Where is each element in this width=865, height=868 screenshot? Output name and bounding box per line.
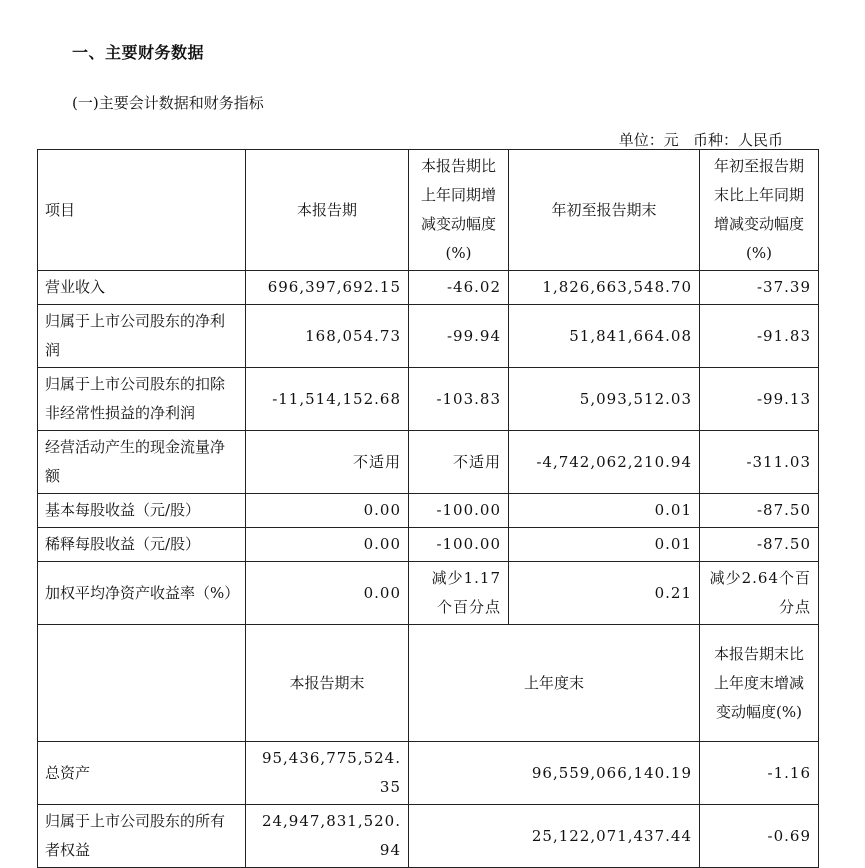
row-ytd: 0.01 bbox=[509, 528, 700, 562]
row-ytd: 0.01 bbox=[509, 494, 700, 528]
unit-line: 单位：元 币种：人民币 bbox=[618, 131, 783, 149]
table-row bbox=[38, 528, 819, 562]
row-current: 696,397,692.15 bbox=[246, 271, 409, 305]
row-ytd: 0.21 bbox=[509, 562, 700, 625]
section-title: 一、主要财务数据 bbox=[72, 43, 205, 62]
sub-title: (一)主要会计数据和财务指标 bbox=[72, 94, 264, 112]
header-ytd-yoy-change: 年初至报告期末比上年同期增减变动幅度(%) bbox=[700, 150, 819, 271]
table-row bbox=[38, 562, 819, 625]
row-change: -99.94 bbox=[409, 305, 509, 368]
row-ytd-change: -91.83 bbox=[700, 305, 819, 368]
row-change: -46.02 bbox=[409, 271, 509, 305]
row-current: 不适用 bbox=[246, 431, 409, 494]
row-current: 0.00 bbox=[246, 528, 409, 562]
row-change: -100.00 bbox=[409, 528, 509, 562]
header-ytd: 年初至报告期末 bbox=[509, 150, 700, 271]
row-ytd-change: -99.13 bbox=[700, 368, 819, 431]
row-current: -11,514,152.68 bbox=[246, 368, 409, 431]
row-item: 基本每股收益（元/股） bbox=[38, 494, 246, 528]
row-item: 稀释每股收益（元/股） bbox=[38, 528, 246, 562]
row-ytd: 1,826,663,548.70 bbox=[509, 271, 700, 305]
table-row bbox=[38, 742, 819, 805]
financial-data-table bbox=[37, 149, 819, 868]
row2-prior-year-end: 96,559,066,140.19 bbox=[409, 742, 700, 805]
row2-item: 归属于上市公司股东的所有者权益 bbox=[38, 805, 246, 868]
table-row bbox=[38, 271, 819, 305]
header2-period-end: 本报告期末 bbox=[246, 625, 409, 742]
table-header-row bbox=[38, 150, 819, 271]
row2-prior-year-end: 25,122,071,437.44 bbox=[409, 805, 700, 868]
header2-change: 本报告期末比上年度末增减变动幅度(%) bbox=[700, 625, 819, 742]
row-change: -100.00 bbox=[409, 494, 509, 528]
row-ytd-change: -37.39 bbox=[700, 271, 819, 305]
row-current: 0.00 bbox=[246, 562, 409, 625]
row-item: 归属于上市公司股东的净利润 bbox=[38, 305, 246, 368]
table-row bbox=[38, 494, 819, 528]
row2-item: 总资产 bbox=[38, 742, 246, 805]
row-ytd-change: -87.50 bbox=[700, 494, 819, 528]
table-row bbox=[38, 368, 819, 431]
row-current: 168,054.73 bbox=[246, 305, 409, 368]
row2-change: -1.16 bbox=[700, 742, 819, 805]
row-change: -103.83 bbox=[409, 368, 509, 431]
header2-prior-year-end: 上年度末 bbox=[409, 625, 700, 742]
row2-change: -0.69 bbox=[700, 805, 819, 868]
row-ytd: 5,093,512.03 bbox=[509, 368, 700, 431]
table-row bbox=[38, 305, 819, 368]
row-item: 经营活动产生的现金流量净额 bbox=[38, 431, 246, 494]
table-row bbox=[38, 431, 819, 494]
header2-item-empty bbox=[38, 625, 246, 742]
header-current-period: 本报告期 bbox=[246, 150, 409, 271]
row-ytd: 51,841,664.08 bbox=[509, 305, 700, 368]
row-ytd-change: -311.03 bbox=[700, 431, 819, 494]
row-item: 加权平均净资产收益率（%） bbox=[38, 562, 246, 625]
table-row bbox=[38, 805, 819, 868]
row-ytd-change: -87.50 bbox=[700, 528, 819, 562]
row-ytd: -4,742,062,210.94 bbox=[509, 431, 700, 494]
row-item: 营业收入 bbox=[38, 271, 246, 305]
row-change: 减少1.17个百分点 bbox=[409, 562, 509, 625]
row-ytd-change: 减少2.64个百分点 bbox=[700, 562, 819, 625]
row2-period-end: 24,947,831,520.94 bbox=[246, 805, 409, 868]
row-item: 归属于上市公司股东的扣除非经常性损益的净利润 bbox=[38, 368, 246, 431]
header-item: 项目 bbox=[38, 150, 246, 271]
row-change: 不适用 bbox=[409, 431, 509, 494]
row2-period-end: 95,436,775,524.35 bbox=[246, 742, 409, 805]
header-yoy-change: 本报告期比上年同期增减变动幅度(%) bbox=[409, 150, 509, 271]
row-current: 0.00 bbox=[246, 494, 409, 528]
table-header-row-2 bbox=[38, 625, 819, 742]
